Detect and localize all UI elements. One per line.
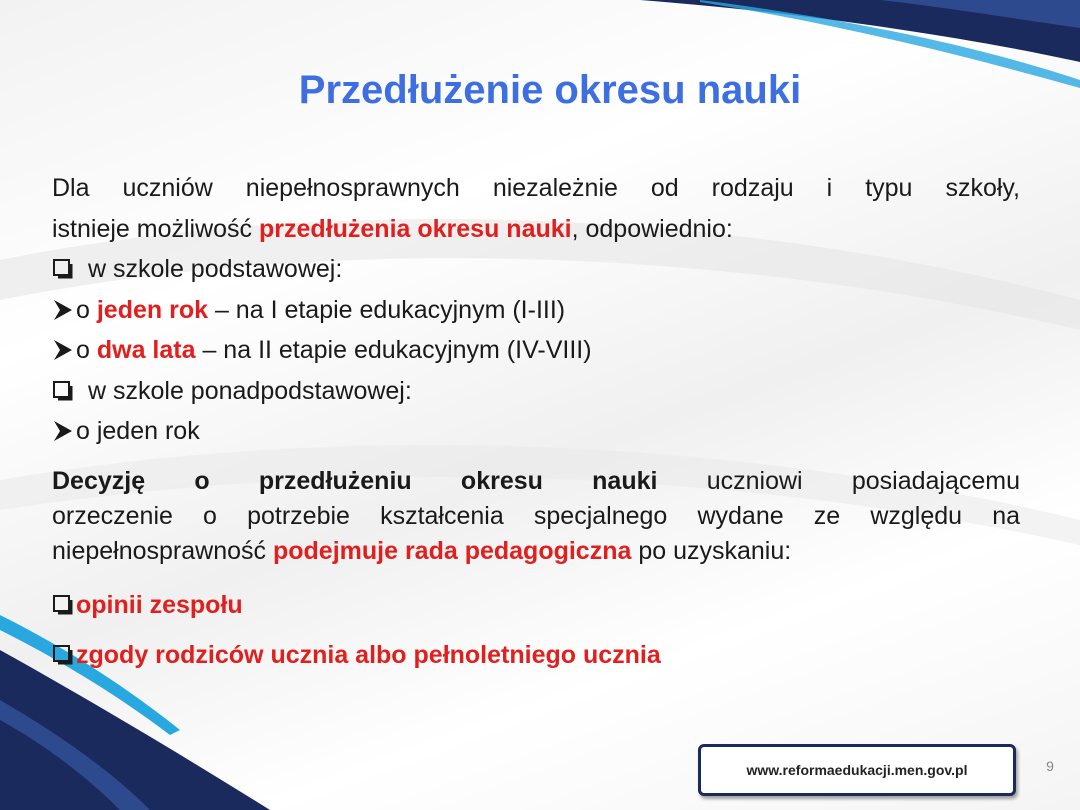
checkbox-bullet-icon [52,380,74,402]
arrow-bullet-icon [52,299,74,321]
list-item-prefix: o [76,336,97,364]
list-item-text: w szkole ponadpodstawowej: [88,376,412,405]
decision-bold-text: Decyzję o przedłużeniu okresu nauki [52,466,658,495]
condition-item [52,635,1020,675]
intro-text: istnieje możliwość [52,214,260,243]
list-item [52,290,1020,331]
intro-text-end: , odpowiednio: [571,214,733,243]
checkbox-bullet-icon [52,258,74,280]
list-item [52,249,1020,290]
highlight-text: przedłużenia okresu nauki [259,214,572,243]
intro-line-1: Dla uczniów niepełnosprawnych niezależnie od rodzaju i typu szkoły, [52,174,1020,202]
decision-line-3 [52,534,1020,569]
decision-text: niepełnosprawność [52,536,273,565]
page-title: Przedłużenie okresu nauki [298,68,802,112]
decision-line-1 [52,464,1020,499]
decision-line-2: orzeczenie o potrzebie kształcenia specjalnego wydane ze względu na [52,501,1020,530]
arrow-bullet-icon [52,339,74,361]
arrow-bullet-icon [52,420,74,442]
highlight-text: podejmuje rada pedagogiczna [272,536,632,565]
content-body [52,168,1020,675]
list-item [52,371,1020,412]
condition-text: opinii zespołu [76,590,243,619]
list-item-text: o jeden rok [76,417,200,445]
decision-paragraph [52,464,1020,569]
intro-line-2 [52,209,1020,250]
condition-text: zgody rodziców ucznia albo pełnoletniego ucznia [76,640,661,669]
highlight-text: jeden rok [96,295,209,324]
website-link[interactable]: www.reformaedukacji.men.gov.pl [698,744,1016,796]
list-item-prefix: o [76,295,97,324]
list-item-text: w szkole podstawowej: [88,255,343,283]
list-item [52,411,1020,452]
page-number: 9 [1046,758,1054,774]
list-item [52,330,1020,371]
list-item-text: – na I etapie edukacyjnym (I-III) [208,295,566,324]
decision-text-end: po uzyskaniu: [631,536,792,565]
condition-item [52,585,1020,625]
checkbox-bullet-icon [52,644,74,666]
decision-text: uczniowi posiadającemu [657,466,1020,495]
checkbox-bullet-icon [52,594,74,616]
highlight-text: dwa lata [96,336,196,364]
list-item-text: – na II etapie edukacyjnym (IV-VIII) [195,336,592,364]
